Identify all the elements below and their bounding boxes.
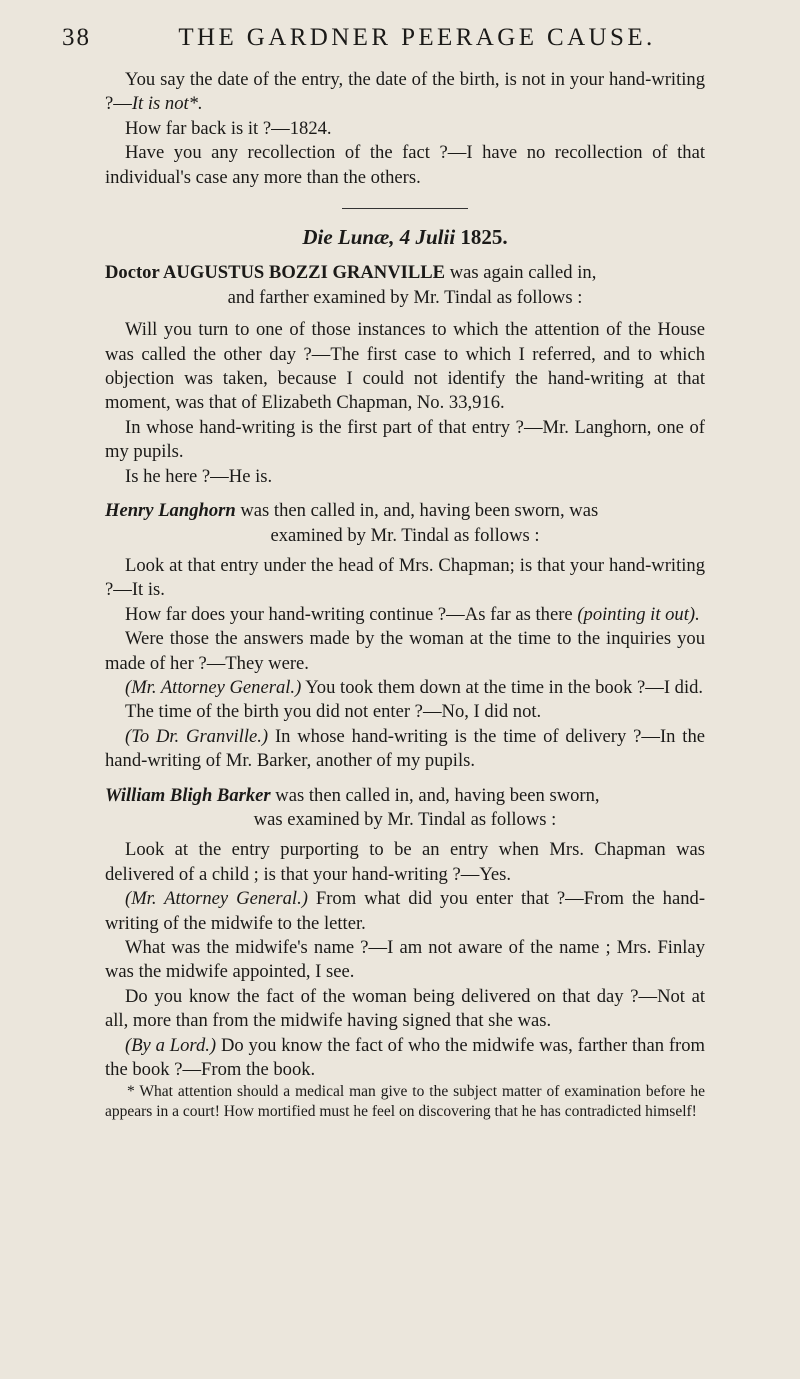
dash: —: [182, 1059, 202, 1081]
qa-paragraph: [105, 117, 705, 141]
witness-call-text: was again called in,: [445, 262, 597, 284]
answer-text: 1824.: [289, 117, 332, 139]
running-title: THE GARDNER PEERAGE CAUSE.: [178, 24, 656, 51]
witness-call-line2: examined by Mr. Tindal as follows :: [270, 524, 540, 546]
dash: —: [446, 603, 465, 625]
stage-note: (pointing it out).: [577, 603, 700, 625]
footnote: * What attention should a medical man give to the subject matter of examination before he appears in a court! How mortified must he feel on discovering that he has contradicted himself!: [105, 1083, 705, 1121]
witness-name: William Bligh Barker: [105, 784, 271, 806]
speaker-note: (Mr. Attorney General.): [125, 676, 302, 698]
answer-text: Mr. Langhorn, one of my pupils.: [105, 416, 705, 463]
dash: —: [206, 652, 226, 674]
date-heading: [105, 225, 705, 249]
answer-text: I did.: [663, 676, 704, 698]
dash: —: [565, 888, 584, 910]
question-text: You took them down at the time in the book ?: [301, 676, 646, 698]
question-text: Is he here ?: [125, 465, 211, 487]
qa-paragraph: [105, 725, 705, 774]
dash: —: [422, 701, 442, 723]
testimony-section-3: [105, 554, 705, 774]
qa-paragraph: [105, 936, 705, 985]
answer-text: No, I did not.: [441, 701, 542, 723]
qa-paragraph: [105, 554, 705, 603]
witness-call-text: was then called in, and, having been sworn, was: [235, 500, 599, 522]
qa-paragraph: [105, 676, 705, 700]
witness-call-line2: was examined by Mr. Tindal as follows :: [253, 808, 557, 830]
speaker-note: (By a Lord.): [125, 1034, 217, 1056]
question-text: Have you any recollection of the fact ?: [125, 142, 448, 164]
date-day: Die Lunæ, 4 Julii: [302, 225, 456, 250]
answer-text: From the hand-writing of the midwife to the letter.: [105, 888, 706, 934]
qa-paragraph: [105, 141, 705, 190]
answer-text: From the book.: [201, 1059, 316, 1081]
question-text: Look at the entry purporting to be an entry when Mrs. Chapman was delivered of a child ; is that your hand-writing ?: [105, 839, 705, 885]
witness-call-barker: [105, 784, 705, 808]
qa-paragraph: [105, 416, 705, 465]
date-year: 1825.: [460, 225, 508, 250]
speaker-note: (Mr. Attorney General.): [125, 888, 308, 910]
answer-text: Not at all, more than from the midwife having signed that she was.: [105, 985, 705, 1032]
answer-text: Yes.: [479, 863, 512, 885]
qa-paragraph: [105, 838, 705, 887]
dash: —: [113, 579, 132, 601]
dash: —: [113, 93, 132, 115]
answer-text: It is.: [131, 579, 165, 601]
qa-paragraph: [105, 627, 705, 676]
witness-call-line2: and farther examined by Mr. Tindal as follows :: [227, 286, 583, 308]
question-text: From what did you enter that ?: [307, 888, 566, 910]
witness-call-granville: [105, 261, 705, 285]
dash: —: [447, 142, 467, 164]
section-divider: [342, 208, 468, 209]
qa-paragraph: [105, 1034, 705, 1083]
testimony-section-2: [105, 318, 705, 489]
dash: —: [641, 725, 660, 747]
qa-paragraph: [105, 985, 705, 1034]
dash: —: [368, 937, 388, 958]
dash: —: [271, 117, 290, 139]
question-text: Do you know the fact of the woman being delivered on that day ?: [125, 985, 639, 1007]
question-text: Look at that entry under the head of Mrs. Chapman; is that your hand-writing ?: [105, 554, 705, 601]
qa-paragraph: [105, 603, 705, 627]
dash: —: [210, 465, 229, 487]
qa-paragraph: [105, 318, 705, 416]
witness-name: Doctor AUGUSTUS BOZZI GRANVILLE: [105, 262, 446, 284]
dash: —: [645, 676, 664, 698]
answer-text: They were.: [225, 652, 309, 674]
question-text: In whose hand-writing is the time of delivery ?: [268, 725, 642, 747]
question-text: In whose hand-writing is the first part of that entry ?: [125, 416, 524, 438]
testimony-section-4: [105, 838, 705, 1082]
witness-call-text: was then called in, and, having been sworn,: [270, 784, 600, 806]
running-header: [62, 24, 742, 52]
answer-text: As far as there: [464, 603, 573, 625]
dash: —: [638, 985, 658, 1007]
testimony-section-1: [105, 68, 705, 190]
answer-text: In the hand-writing of Mr. Barker, another of my pupils.: [105, 725, 705, 772]
question-text: The time of the birth you did not enter ?: [125, 701, 423, 723]
qa-paragraph: [105, 465, 705, 489]
question-text: You say the date of the entry, the date of the birth, is not in your hand-writing ?: [105, 69, 705, 115]
question-text: How far does your hand-writing continue ?: [125, 603, 447, 625]
dash: —: [460, 863, 480, 885]
answer-text: He is.: [228, 465, 273, 487]
answer-text: The first case to which I referred, and to which objection was taken, because I could not identify the hand-writing at that moment, was that of Elizabeth Chapman, No. 33,916.: [105, 343, 705, 414]
answer-text: I am not aware of the name ; Mrs. Finlay was the midwife appointed, I see.: [105, 937, 705, 983]
answer-text: It is not*.: [131, 93, 203, 115]
qa-paragraph: [105, 700, 705, 724]
question-text: How far back is it ?: [125, 117, 272, 139]
page-body: [105, 68, 705, 1122]
question-text: Do you know the fact of who the midwife was, farther than from the book ?: [105, 1034, 705, 1081]
qa-paragraph: [105, 68, 705, 117]
question-text: What was the midwife's name ?: [125, 937, 369, 958]
question-text: Were those the answers made by the woman at the time to the inquiries you made of her ?: [105, 628, 705, 674]
question-text: Will you turn to one of those instances to which the attention of the House was called the other day ?: [105, 319, 705, 365]
dash: —: [311, 343, 331, 365]
answer-text: I have no recollection of that individual's case any more than the others.: [105, 142, 705, 188]
witness-name: Henry Langhorn: [105, 500, 236, 522]
speaker-note: (To Dr. Granville.): [125, 725, 269, 747]
witness-call-langhorn: [105, 499, 705, 523]
dash: —: [523, 416, 543, 438]
page-number: 38: [62, 24, 91, 51]
qa-paragraph: [105, 887, 705, 936]
